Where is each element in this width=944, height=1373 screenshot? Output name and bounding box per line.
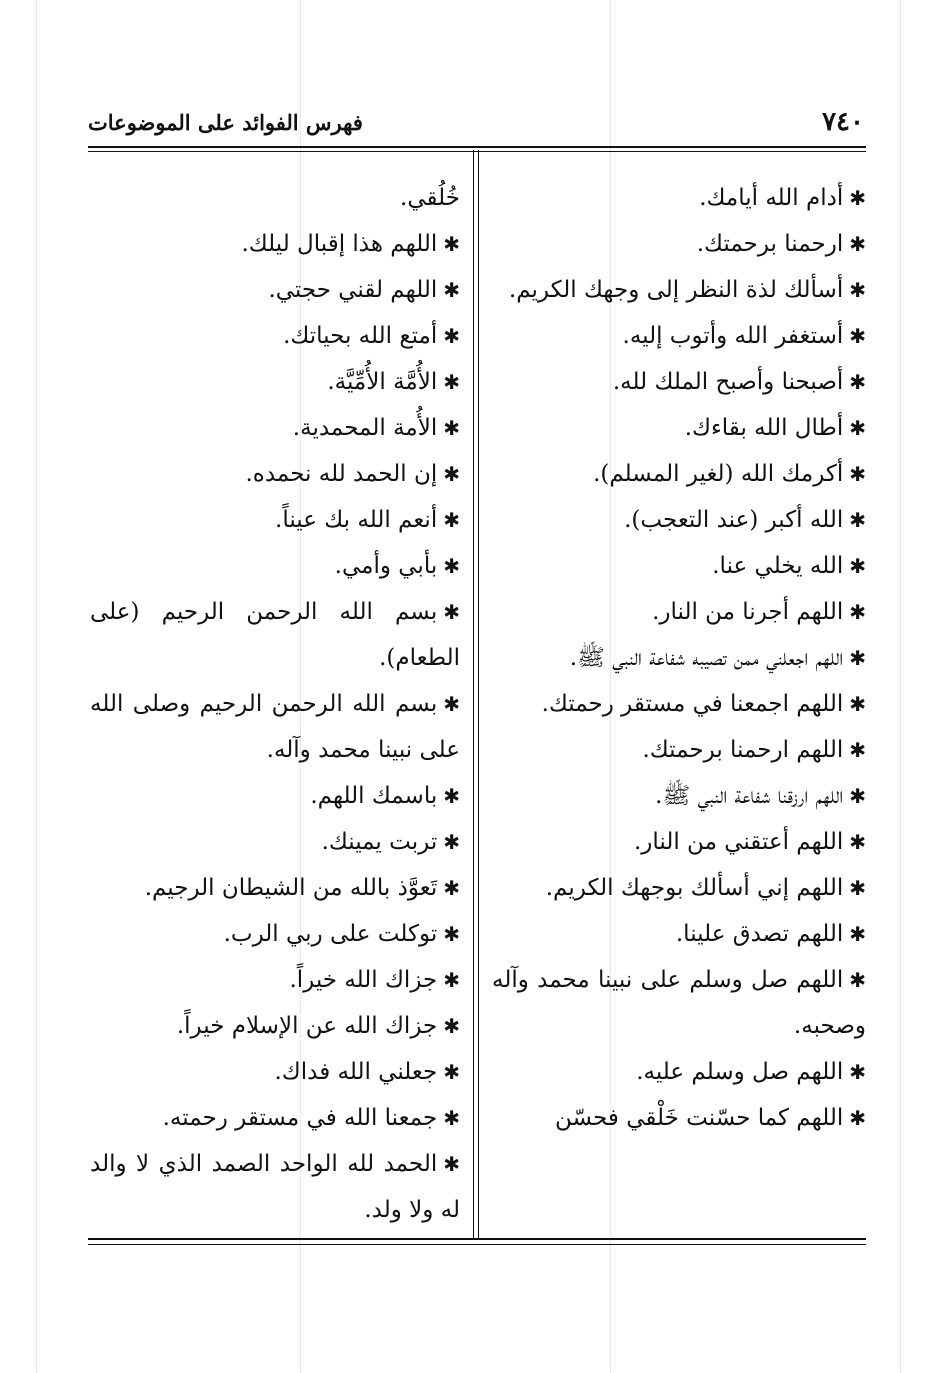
bullet-star-icon: ✱: [443, 508, 460, 532]
index-entry: [90, 819, 460, 865]
entry-text: تَعوَّذ بالله من الشيطان الرجيم.: [144, 875, 438, 901]
bullet-star-icon: ✱: [443, 278, 460, 302]
header-rule: [88, 146, 866, 148]
index-entry: [492, 911, 866, 957]
index-entry: [90, 359, 460, 405]
bullet-star-icon: ✱: [849, 876, 866, 900]
index-entry: [90, 1141, 460, 1233]
index-entry: [492, 819, 866, 865]
entry-text: بسم الله الرحمن الرحيم (على الطعام).: [90, 599, 460, 671]
bullet-star-icon: ✱: [443, 416, 460, 440]
index-entry: [492, 1095, 866, 1141]
bullet-star-icon: ✱: [849, 784, 866, 808]
bullet-star-icon: ✱: [849, 1060, 866, 1084]
index-entry: [492, 957, 866, 1049]
bullet-star-icon: ✱: [849, 922, 866, 946]
index-entry: [90, 221, 460, 267]
entry-text: اللهم هذا إقبال ليلك.: [241, 231, 438, 257]
index-entry: [492, 727, 866, 773]
bullet-star-icon: ✱: [849, 370, 866, 394]
entry-text: اللهم ارحمنا برحمتك.: [642, 737, 844, 763]
entry-text: الله أكبر (عند التعجب).: [624, 507, 844, 533]
entry-text: الأُمة المحمدية.: [292, 415, 438, 441]
index-entry: [492, 773, 866, 819]
bullet-star-icon: ✱: [443, 324, 460, 348]
bullet-star-icon: ✱: [443, 1152, 460, 1176]
index-entry: [90, 589, 460, 681]
entry-text: جعلني الله فداك.: [274, 1059, 438, 1085]
column-divider: [473, 150, 474, 1238]
column-divider: [478, 150, 479, 1238]
entry-text: جزاك الله عن الإسلام خيراً.: [176, 1013, 438, 1039]
bullet-star-icon: ✱: [443, 554, 460, 578]
bullet-star-icon: ✱: [849, 1106, 866, 1130]
index-entry: [90, 957, 460, 1003]
right-column: [492, 175, 866, 1141]
bullet-star-icon: ✱: [849, 646, 866, 670]
bullet-star-icon: ✱: [443, 462, 460, 486]
running-title: فهرس الفوائد على الموضوعات: [88, 109, 363, 135]
entry-text: اللهم ارزقنا شفاعة النبي ﷺ.: [655, 783, 844, 809]
bullet-star-icon: ✱: [443, 1106, 460, 1130]
bullet-star-icon: ✱: [849, 830, 866, 854]
entry-text: إن الحمد لله نحمده.: [245, 461, 438, 487]
left-column: [90, 175, 460, 1233]
bullet-star-icon: ✱: [849, 278, 866, 302]
bullet-star-icon: ✱: [849, 186, 866, 210]
index-entry: [90, 543, 460, 589]
index-entry: [492, 497, 866, 543]
index-entry: [90, 267, 460, 313]
entry-text: أسألك لذة النظر إلى وجهك الكريم.: [508, 277, 844, 303]
entry-text: الله يخلي عنا.: [712, 553, 844, 579]
index-entry: [90, 175, 460, 221]
index-entry: [492, 221, 866, 267]
bullet-star-icon: ✱: [849, 324, 866, 348]
bullet-star-icon: ✱: [443, 922, 460, 946]
index-entry: [90, 911, 460, 957]
bullet-star-icon: ✱: [849, 738, 866, 762]
bullet-star-icon: ✱: [443, 876, 460, 900]
entry-text: الحمد لله الواحد الصمد الذي لا والد له ولا ولد.: [90, 1151, 460, 1223]
bullet-star-icon: ✱: [849, 554, 866, 578]
entry-text: باسمك اللهم.: [310, 783, 438, 809]
page-number: ٧٤٠: [822, 107, 864, 137]
bullet-star-icon: ✱: [849, 600, 866, 624]
entry-text: اللهم أجرنا من النار.: [652, 599, 844, 625]
entry-text: أكرمك الله (لغير المسلم).: [593, 461, 844, 487]
index-entry: [492, 635, 866, 681]
scan-guide-line: [36, 0, 37, 1373]
header-rule-thin: [88, 151, 866, 152]
index-entry: [90, 405, 460, 451]
entry-text: اللهم كما حسّنت خَلْقي فحسّن: [555, 1105, 844, 1131]
entry-text: اللهم إني أسألك بوجهك الكريم.: [545, 875, 844, 901]
bullet-star-icon: ✱: [443, 370, 460, 394]
entry-text: أنعم الله بك عيناً.: [275, 507, 438, 533]
entry-text: الأُمَّة الأُمِّيَّة.: [327, 369, 438, 395]
bullet-star-icon: ✱: [443, 1014, 460, 1038]
entry-text: أمتع الله بحياتك.: [283, 323, 438, 349]
index-entry: [492, 313, 866, 359]
entry-text: اللهم تصدق علينا.: [675, 921, 844, 947]
bullet-star-icon: ✱: [849, 462, 866, 486]
bullet-star-icon: ✱: [849, 968, 866, 992]
index-entry: [492, 681, 866, 727]
entry-text: بأبي وأمي.: [334, 553, 438, 579]
index-entry: [492, 405, 866, 451]
index-entry: [492, 175, 866, 221]
index-entry: [492, 267, 866, 313]
index-entry: [492, 359, 866, 405]
entry-text: اللهم أعتقني من النار.: [633, 829, 844, 855]
index-entry: [90, 1095, 460, 1141]
entry-text: أصبحنا وأصبح الملك لله.: [612, 369, 844, 395]
entry-text: توكلت على ربي الرب.: [223, 921, 438, 947]
entry-text: أستغفر الله وأتوب إليه.: [622, 323, 844, 349]
entry-text: جزاك الله خيراً.: [289, 967, 438, 993]
entry-text: اللهم اجعلني ممن تصيبه شفاعة النبي ﷺ.: [569, 645, 844, 671]
entry-text: اللهم لقني حجتي.: [268, 277, 438, 303]
index-entry: [492, 543, 866, 589]
entry-text: اللهم صل وسلم على نبينا محمد وآله وصحبه.: [492, 967, 866, 1039]
bullet-star-icon: ✱: [443, 600, 460, 624]
entry-text: أطال الله بقاءك.: [684, 415, 844, 441]
index-entry: [492, 451, 866, 497]
index-entry: [90, 313, 460, 359]
bullet-star-icon: ✱: [443, 968, 460, 992]
page-header: [88, 100, 864, 144]
entry-text: جمعنا الله في مستقر رحمته.: [162, 1105, 438, 1131]
index-entry: [90, 681, 460, 773]
bullet-star-icon: ✱: [443, 784, 460, 808]
index-entry: [492, 1049, 866, 1095]
bullet-star-icon: ✱: [443, 692, 460, 716]
entry-text: بسم الله الرحمن الرحيم وصلى الله على نبينا محمد وآله.: [90, 691, 460, 763]
entry-text: خُلُقي.: [400, 185, 460, 211]
index-entry: [492, 589, 866, 635]
index-entry: [492, 865, 866, 911]
index-entry: [90, 497, 460, 543]
bullet-star-icon: ✱: [849, 508, 866, 532]
entry-text: ارحمنا برحمتك.: [696, 231, 844, 257]
footer-rule-thin: [88, 1244, 866, 1245]
bullet-star-icon: ✱: [443, 232, 460, 256]
scan-guide-line: [900, 0, 901, 1373]
bullet-star-icon: ✱: [849, 416, 866, 440]
entry-text: أدام الله أيامك.: [699, 185, 844, 211]
index-entry: [90, 451, 460, 497]
footer-rule: [88, 1238, 866, 1240]
bullet-star-icon: ✱: [849, 692, 866, 716]
entry-text: تربت يمينك.: [321, 829, 438, 855]
entry-text: اللهم اجمعنا في مستقر رحمتك.: [541, 691, 844, 717]
index-entry: [90, 1049, 460, 1095]
index-entry: [90, 773, 460, 819]
bullet-star-icon: ✱: [849, 232, 866, 256]
index-entry: [90, 1003, 460, 1049]
bullet-star-icon: ✱: [443, 1060, 460, 1084]
index-entry: [90, 865, 460, 911]
entry-text: اللهم صل وسلم عليه.: [636, 1059, 844, 1085]
bullet-star-icon: ✱: [443, 830, 460, 854]
